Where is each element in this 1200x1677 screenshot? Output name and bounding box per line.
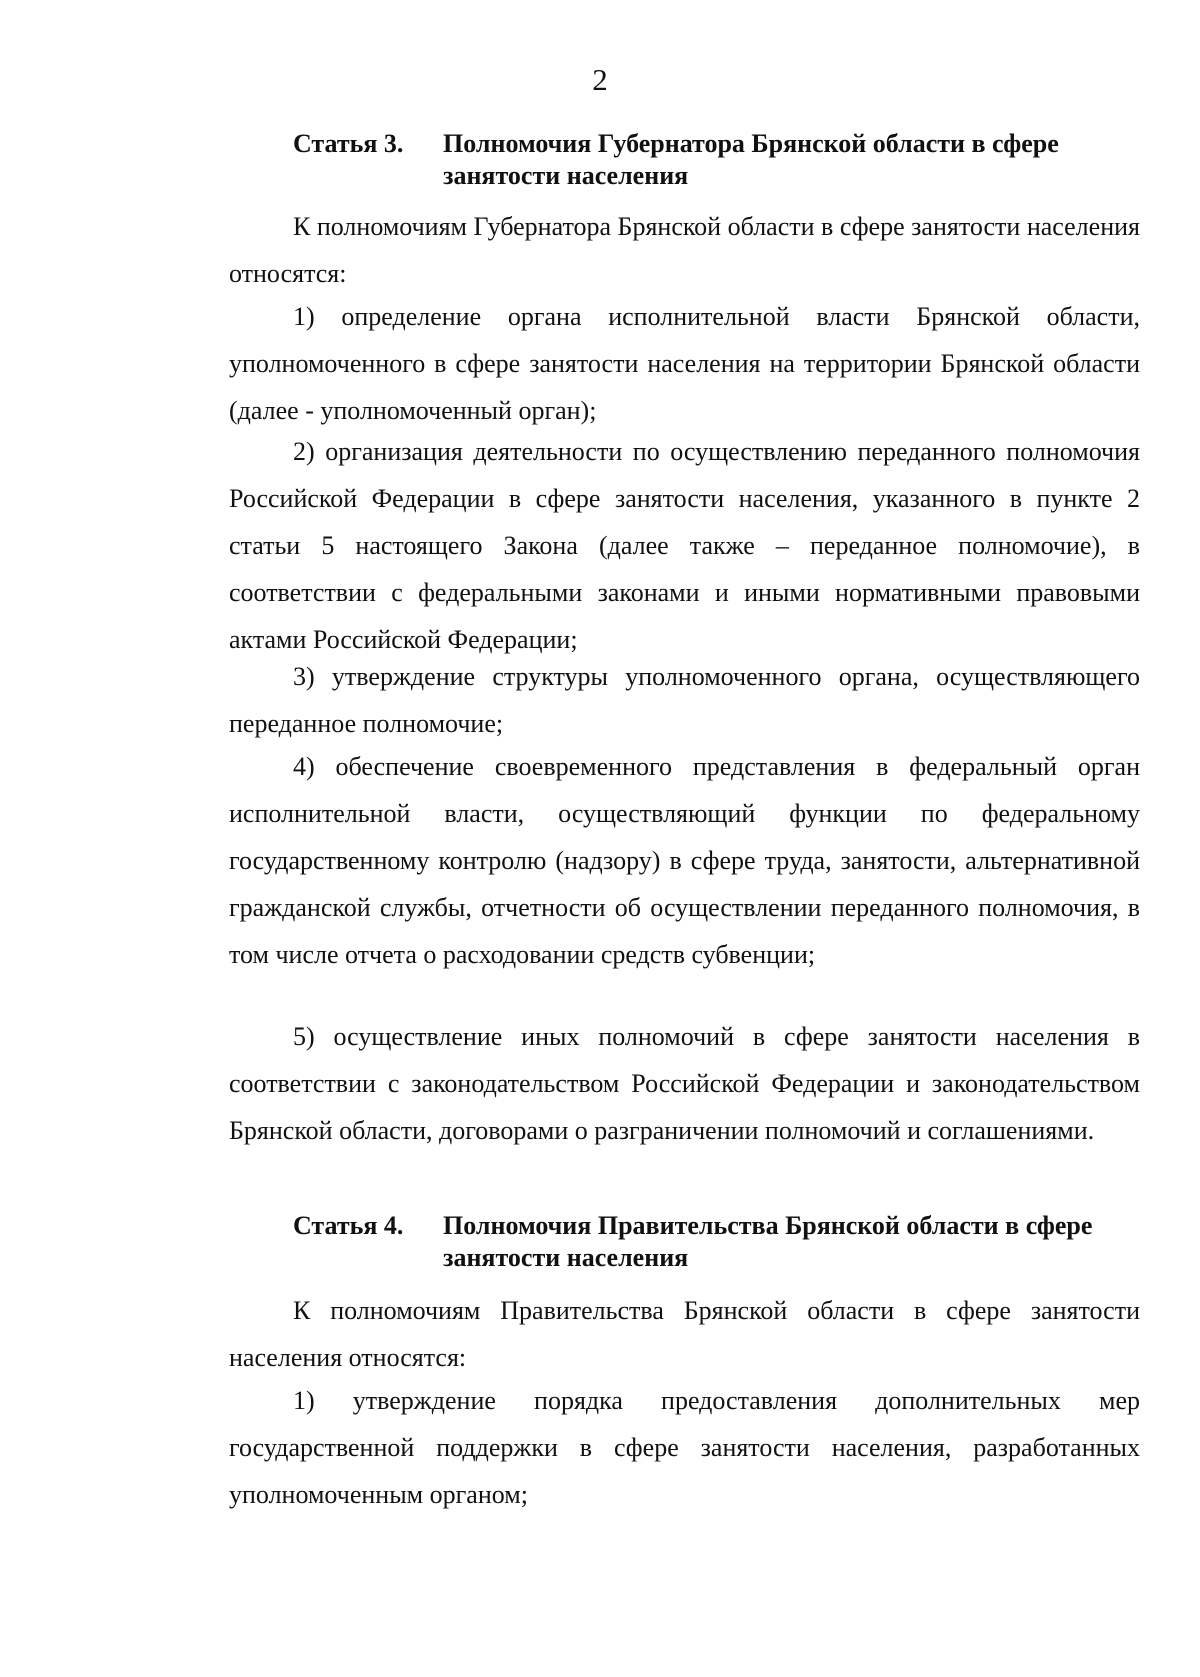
page-number: 2 (592, 62, 608, 97)
article-3-item-1: 1) определение органа исполнительной власти Брянской области, уполномоченного в сфере занятости населения на территории Брянской области (далее - уполномоченный орган); (229, 302, 1140, 425)
article-3-item-2: 2) организация деятельности по осуществлению переданного полномочия Российской Федерации в сфере занятости населения, указанного в пункте 2 статьи 5 настоящего Закона (далее также – переданное полномочие), в соответствии с федеральными законами и иными нормативными правовыми актами Российской Федерации; (229, 437, 1140, 654)
article-4-intro: К полномочиям Правительства Брянской области в сфере занятости населения относятся: (229, 1296, 1140, 1372)
article-4-title: Полномочия Правительства Брянской области в сфере занятости населения (443, 1211, 1093, 1272)
article-4-item-1: 1) утверждение порядка предоставления дополнительных мер государственной поддержки в сфере занятости населения, разработанных уполномоченным органом; (229, 1386, 1140, 1509)
article-3-item-5: 5) осуществление иных полномочий в сфере занятости населения в соответствии с законодательством Российской Федерации и законодательством Брянской области, договорами о разграничении полномочий и соглашениями. (229, 1022, 1140, 1145)
article-3-item-4: 4) обеспечение своевременного представления в федеральный орган исполнительной власти, осуществляющий функции по федеральному государственному контролю (надзору) в сфере труда, занятости, альтернативной гражданской службы, отчетности об осуществлении переданного полномочия, в том числе отчета о расходовании средств субвенции; (229, 752, 1140, 969)
article-3-item-3: 3) утверждение структуры уполномоченного органа, осуществляющего переданное полномочие; (229, 662, 1140, 738)
article-3-title: Полномочия Губернатора Брянской области в сфере занятости населения (443, 129, 1059, 190)
article-4-heading (293, 1210, 1140, 1274)
article-3-label: Статья 3. (293, 129, 404, 158)
article-3-heading (293, 128, 1140, 192)
article-3-intro: К полномочиям Губернатора Брянской области в сфере занятости населения относятся: (229, 212, 1140, 288)
article-4-label: Статья 4. (293, 1211, 404, 1240)
